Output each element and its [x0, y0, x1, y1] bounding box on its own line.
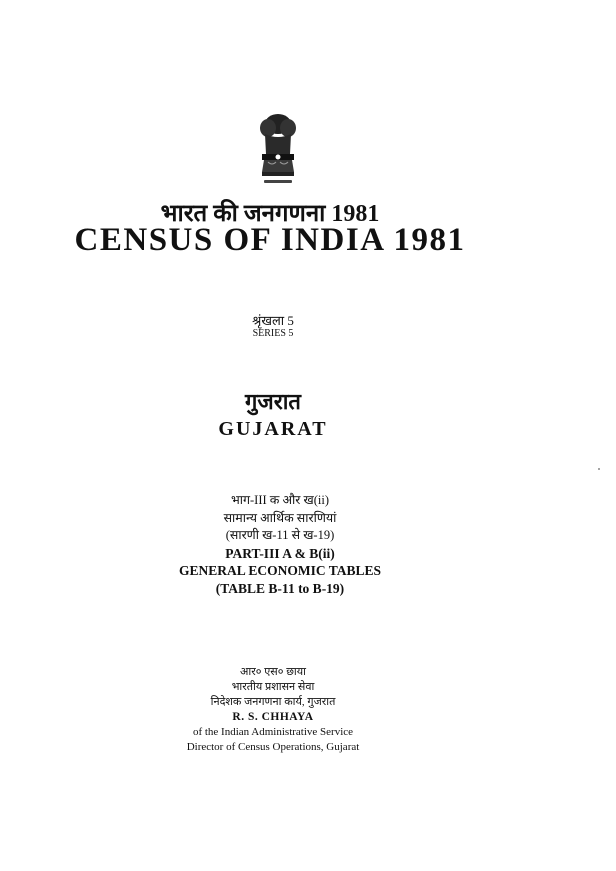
part-block: [0, 492, 560, 597]
officer-name-english: R. S. CHHAYA: [232, 711, 314, 723]
title-english: CENSUS OF INDIA 1981: [74, 222, 466, 258]
part-tables-hindi: (सारणी ख-11 से ख-19): [225, 528, 335, 542]
state-emblem-icon: [248, 110, 308, 190]
state-english: GUJARAT: [218, 418, 328, 440]
speck: [598, 468, 600, 470]
officer-name-hindi: आर० एस० छाया: [240, 666, 306, 678]
part-hindi: भाग-III क और ख(ii): [230, 493, 330, 507]
part-title-english: GENERAL ECONOMIC TABLES: [178, 563, 382, 578]
part-title-hindi: सामान्य आर्थिक सारणियां: [223, 510, 337, 525]
officer-block: [0, 665, 546, 755]
officer-service-english: of the Indian Administrative Service: [192, 726, 354, 738]
officer-designation-hindi: निदेशक जनगणना कार्य, गुजरात: [210, 696, 336, 708]
series-hindi: श्रृंखला 5: [252, 313, 294, 328]
officer-service-hindi: भारतीय प्रशासन सेवा: [231, 681, 315, 693]
state-hindi: गुजरात: [245, 389, 301, 414]
officer-designation-english: Director of Census Operations, Gujarat: [186, 741, 360, 753]
part-english: PART-III A & B(ii): [225, 545, 335, 561]
series-english: SERIES 5: [252, 328, 294, 339]
title-hindi: भारत की जनगणना 1981: [160, 201, 380, 227]
part-tables-english: (TABLE B-11 to B-19): [215, 580, 345, 596]
